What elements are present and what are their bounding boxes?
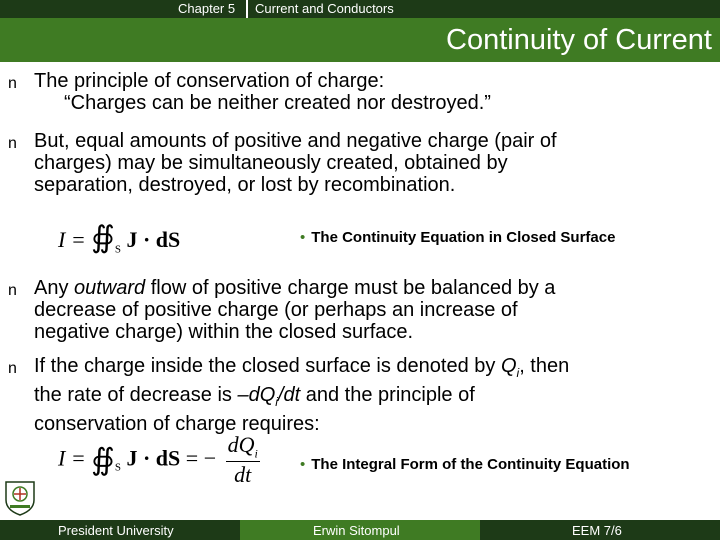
footer-institution: President University (58, 523, 174, 538)
bullet-square-icon: n (8, 135, 17, 152)
bullet-line: Any outward flow of positive charge must be balanced by a (34, 277, 556, 299)
bullet-pair-charges (8, 130, 708, 196)
integral-continuity-equation: $I = ∯_S$ J · dS = − $\frac{dQ_i}{dt}$ (58, 432, 258, 488)
bullet-conservation (8, 70, 708, 114)
bullet-line: the rate of decrease is $-dQ_i/dt$ and the principle of (34, 384, 475, 409)
derivative-fraction: $\frac{dQ_i}{dt}$ (227, 432, 258, 488)
caption-integral-form (300, 456, 630, 473)
bullet-outward-flow (8, 277, 708, 343)
bullet-line: separation, destroyed, or lost by recombination. (34, 174, 456, 196)
caption-continuity-equation (300, 229, 615, 246)
slide-title: Continuity of Current (446, 24, 712, 56)
bullet-square-icon: n (8, 75, 17, 92)
emphasis-outward: outward (74, 277, 146, 299)
quote-text: “Charges can be neither created nor destroyed.” (64, 92, 491, 114)
bullet-square-icon: n (8, 282, 17, 299)
closed-surface-integral-icon: ∯ (91, 443, 115, 477)
eq-lhs: I = (58, 227, 86, 252)
bullet-line: But, equal amounts of positive and negative charge (pair of (34, 130, 557, 152)
footer-author: Erwin Sitompul (313, 523, 400, 538)
closed-surface-integral-icon: ∯ (91, 221, 115, 254)
continuity-equation-closed-surface (58, 220, 180, 255)
chapter-divider (246, 0, 248, 18)
bullet-text: The principle of conservation of charge: (34, 70, 385, 92)
caption-text: The Integral Form of the Continuity Equation (311, 456, 630, 473)
chapter-title: Current and Conductors (255, 1, 394, 16)
caption-text: The Continuity Equation in Closed Surface (311, 229, 616, 246)
university-logo-icon (4, 478, 36, 516)
title-bar (0, 18, 720, 62)
footer-slide-number: EEM 7/6 (572, 523, 622, 538)
bullet-rate-of-decrease (8, 355, 708, 435)
bullet-line: decrease of positive charge (or perhaps an increase of (34, 299, 518, 321)
caption-bullet: • (300, 229, 306, 246)
caption-bullet: • (300, 456, 306, 473)
bullet-line: negative charge) within the closed surface. (34, 321, 414, 343)
eq-integrand: J · dS (126, 227, 181, 252)
bullet-line: If the charge inside the closed surface is denoted by $Q_i$, then (34, 355, 570, 380)
chapter-label: Chapter 5 (178, 1, 236, 16)
bullet-line: charges) may be simultaneously created, obtained by (34, 152, 508, 174)
bullet-line: conservation of charge requires: (34, 413, 320, 435)
eq-limit: S (114, 243, 121, 256)
bullet-square-icon: n (8, 360, 17, 377)
